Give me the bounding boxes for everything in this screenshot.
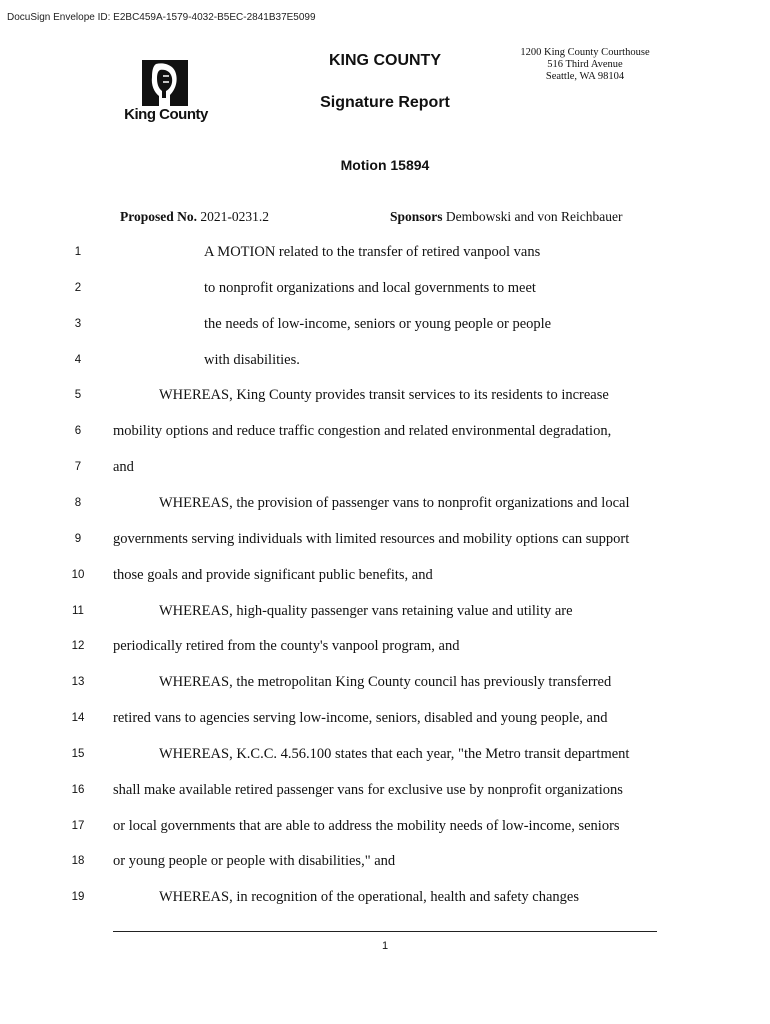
line-number: 19: [71, 891, 85, 904]
sponsors-label: Sponsors: [390, 209, 443, 224]
address-line: Seattle, WA 98104: [545, 71, 625, 82]
line-text: WHEREAS, the provision of passenger vans to nonprofit organizations and local: [159, 494, 630, 511]
proposed-value: 2021-0231.2: [200, 209, 270, 224]
org-name: KING COUNTY: [329, 52, 441, 69]
address-block: [505, 47, 665, 83]
line-text: governments serving individuals with limited resources and mobility options can support: [113, 530, 630, 547]
line-number: 4: [74, 353, 82, 366]
line-text: mobility options and reduce traffic congestion and related environmental degradation,: [113, 423, 612, 440]
sponsors: [390, 209, 623, 225]
line-number: 9: [74, 532, 82, 545]
line-number: 13: [71, 676, 85, 689]
line-number: 14: [71, 712, 85, 725]
king-county-logo: [118, 60, 214, 128]
line-text: or local governments that are able to address the mobility needs of low-income, seniors: [113, 817, 620, 834]
line-number: 12: [71, 640, 85, 653]
report-title: Signature Report: [320, 94, 450, 111]
docusign-envelope-id: DocuSign Envelope ID: E2BC459A-1579-4032-B5EC-2841B37E5099: [7, 12, 316, 23]
line-number: 16: [71, 783, 85, 796]
line-number: 15: [71, 747, 85, 760]
line-text: and: [113, 459, 134, 476]
line-number: 17: [71, 819, 85, 832]
line-text: WHEREAS, King County provides transit services to its residents to increase: [159, 387, 609, 404]
logo-text: King County: [124, 106, 208, 123]
line-text: WHEREAS, high-quality passenger vans retaining value and utility are: [159, 602, 573, 619]
footer-divider: [113, 931, 657, 932]
line-number: 6: [74, 425, 82, 438]
line-text: those goals and provide significant public benefits, and: [113, 566, 433, 583]
address-line: 1200 King County Courthouse: [520, 47, 650, 58]
line-text: or young people or people with disabilities," and: [113, 853, 396, 870]
page-number: 1: [381, 940, 389, 952]
line-text: WHEREAS, in recognition of the operational, health and safety changes: [159, 889, 579, 906]
line-number: 8: [74, 496, 82, 509]
line-number: 18: [71, 855, 85, 868]
line-text: A MOTION related to the transfer of retired vanpool vans: [204, 244, 541, 260]
line-number: 11: [72, 604, 84, 617]
line-number: 7: [74, 461, 82, 474]
king-county-logo-icon: [142, 60, 188, 106]
line-number: 2: [74, 281, 82, 294]
address-line: 516 Third Avenue: [547, 59, 623, 70]
line-number: 1: [74, 246, 82, 258]
line-text: periodically retired from the county's vanpool program, and: [113, 638, 460, 655]
sponsors-value: Dembowski and von Reichbauer: [445, 209, 623, 224]
proposed-number: [120, 209, 269, 225]
line-text: to nonprofit organizations and local governments to meet: [204, 279, 536, 296]
motion-title: Motion 15894: [340, 157, 430, 173]
line-text: retired vans to agencies serving low-income, seniors, disabled and young people, and: [113, 710, 608, 727]
line-text: WHEREAS, the metropolitan King County council has previously transferred: [159, 674, 612, 691]
line-text: shall make available retired passenger vans for exclusive use by nonprofit organizations: [113, 781, 623, 798]
line-text: the needs of low-income, seniors or young people or people: [204, 315, 552, 332]
line-text: with disabilities.: [204, 351, 300, 368]
line-number: 3: [74, 317, 82, 330]
line-text: WHEREAS, K.C.C. 4.56.100 states that each year, "the Metro transit department: [159, 745, 630, 762]
line-number: 5: [74, 389, 82, 402]
line-number: 10: [71, 568, 85, 581]
proposed-label: Proposed No.: [120, 209, 198, 224]
